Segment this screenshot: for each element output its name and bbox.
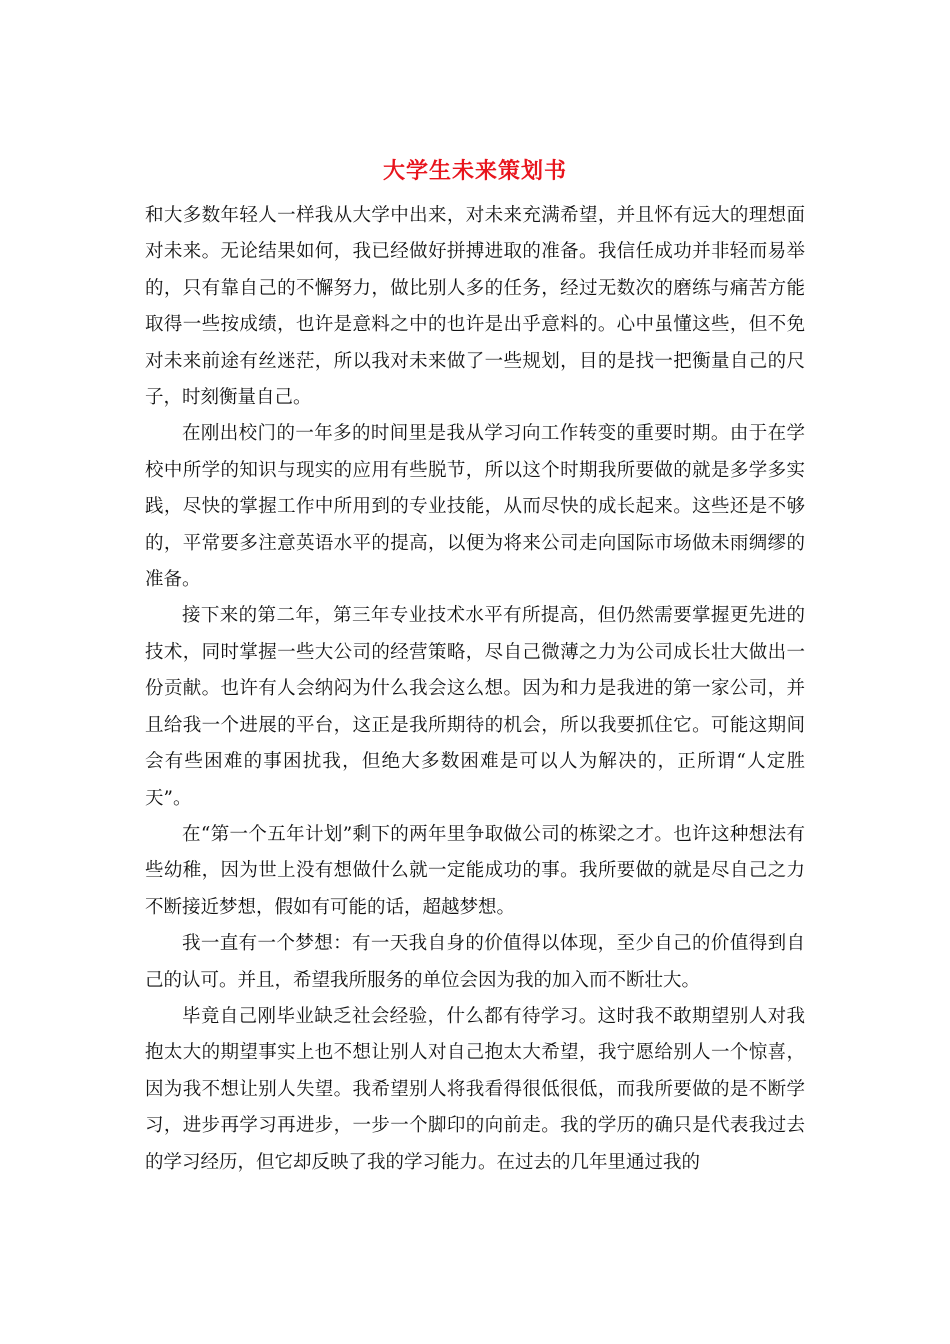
paragraph-5: 我一直有一个梦想：有一天我自身的价值得以体现，至少自己的价值得到自己的认可。并且，希望我所服务的单位会因为我的加入而不断壮大。: [145, 933, 805, 991]
paragraph-3: 接下来的第二年，第三年专业技术水平有所提高，但仍然需要掌握更先进的技术，同时掌握一些大公司的经营策略，尽自己微薄之力为公司成长壮大做出一份贡献。也许有人会纳闷为什么我会这么想。因为和力是我进的第一家公司，并且给我一个进展的平台，这正是我所期待的机会，所以我要抓住它。可能这期间会有些困难的事困扰我，但绝大多数困难是可以人为解决的，正所谓“人定胜天”。: [145, 605, 805, 809]
paragraph-6: 毕竟自己刚毕业缺乏社会经验，什么都有待学习。这时我不敢期望别人对我抱太大的期望事实上也不想让别人对自己抱太大希望，我宁愿给别人一个惊喜，因为我不想让别人失望。我希望别人将我看得很低很低，而我所要做的是不断学习，进步再学习再进步，一步一个脚印的向前走。我的学历的确只是代表我过去的学习经历，但它却反映了我的学习能力。在过去的几年里通过我的: [145, 1005, 805, 1173]
document-title: 大学生未来策划书: [382, 158, 567, 184]
paragraph-1: 和大多数年轻人一样我从大学中出来，对未来充满希望，并且怀有远大的理想面对未来。无论结果如何，我已经做好拼搏进取的准备。我信任成功并非轻而易举的，只有靠自己的不懈努力，做比别人多的任务，经过无数次的磨练与痛苦方能取得一些按成绩，也许是意料之中的也许是出乎意料的。心中虽懂这些，但不免对未来前途有丝迷茫，所以我对未来做了一些规划，目的是找一把衡量自己的尺子，时刻衡量自己。: [145, 205, 805, 409]
document-body: [145, 198, 805, 1181]
paragraph-2: 在刚出校门的一年多的时间里是我从学习向工作转变的重要时期。由于在学校中所学的知识与现实的应用有些脱节，所以这个时期我所要做的就是多学多实践，尽快的掌握工作中所用到的专业技能，从而尽快的成长起来。这些还是不够的，平常要多注意英语水平的提高，以便为将来公司走向国际市场做未雨绸缪的准备。: [145, 423, 805, 591]
paragraph-4: 在“第一个五年计划”剩下的两年里争取做公司的栋梁之才。也许这种想法有些幼稚，因为世上没有想做什么就一定能成功的事。我所要做的就是尽自己之力不断接近梦想，假如有可能的话，超越梦想。: [145, 823, 805, 918]
